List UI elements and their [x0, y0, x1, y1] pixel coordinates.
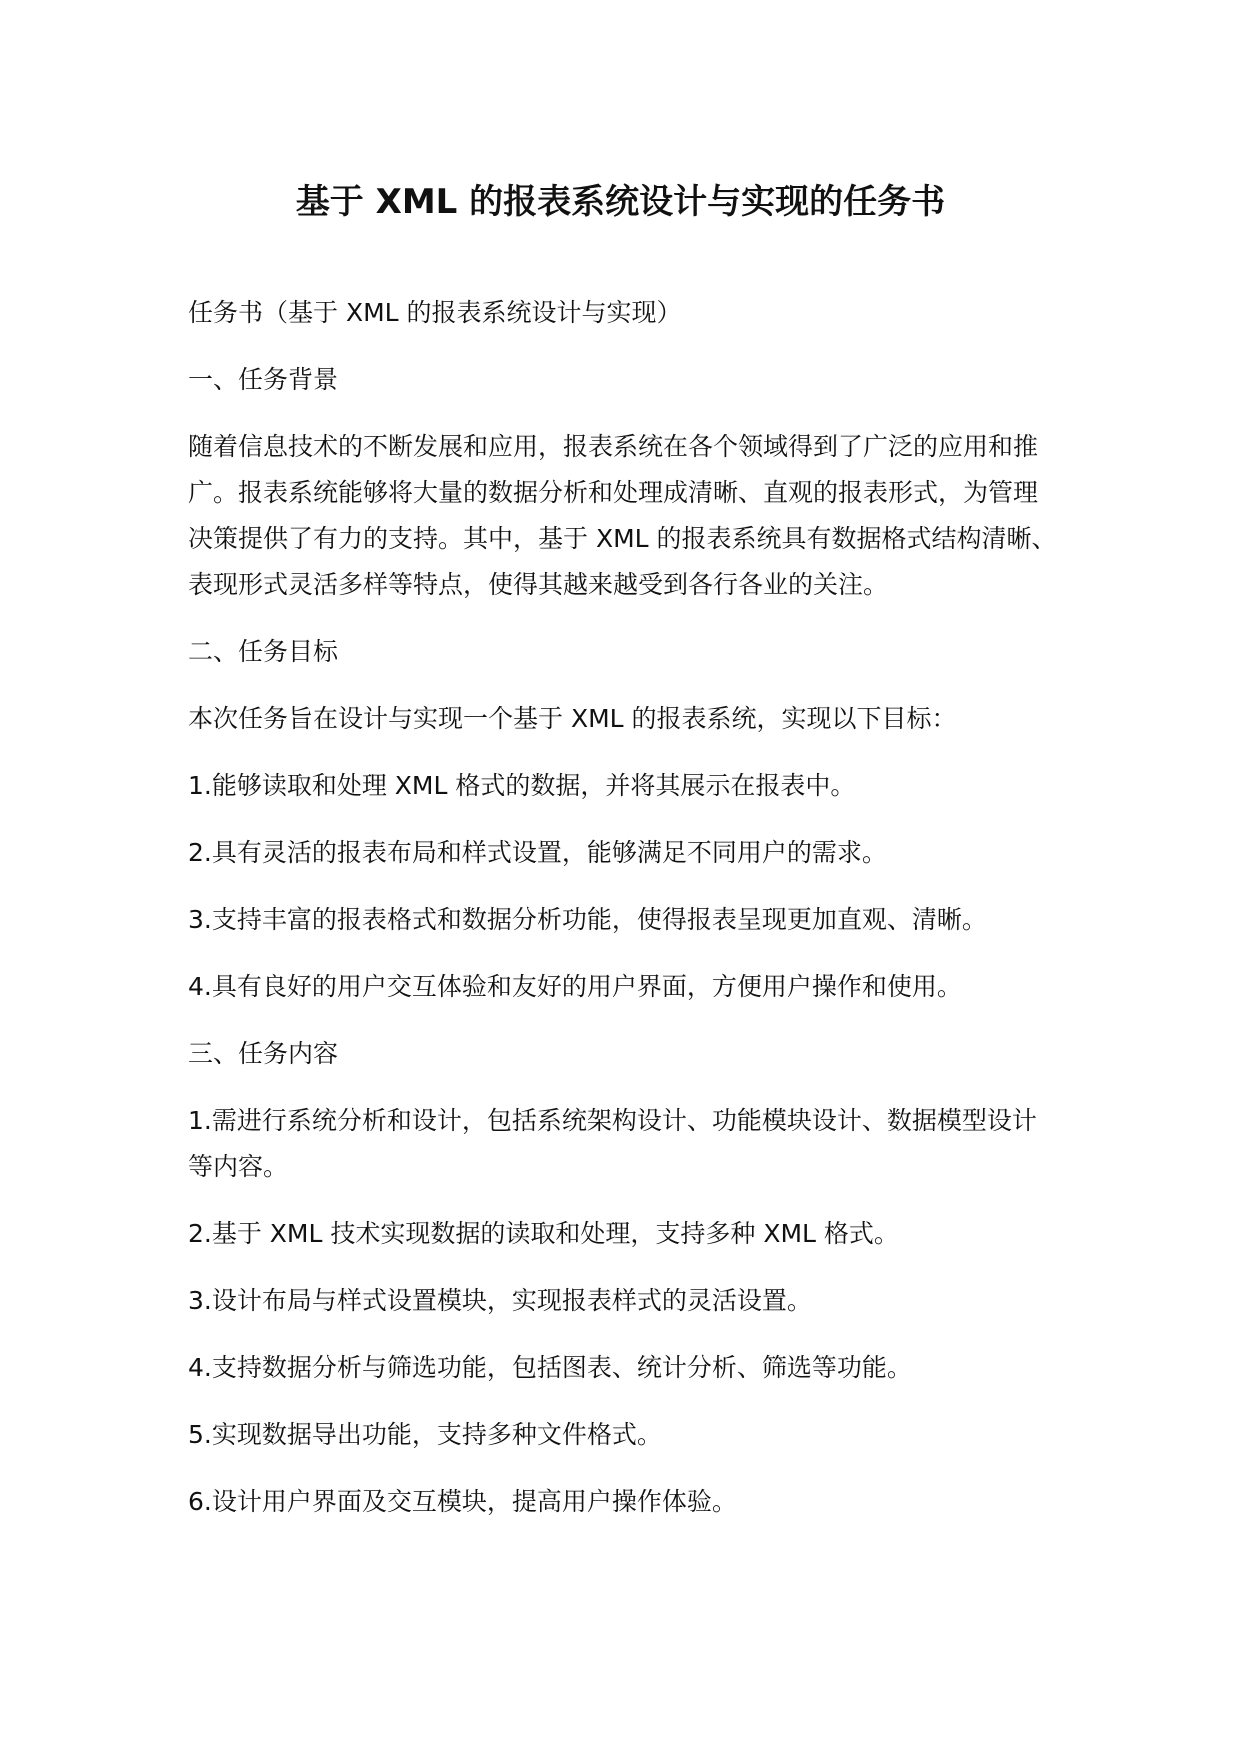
content-item-6: 6.设计用户界面及交互模块，提高用户操作体验。: [188, 1487, 737, 1516]
goal-item-4: 4.具有良好的用户交互体验和友好的用户界面，方便用户操作和使用。: [188, 972, 962, 1001]
goals-intro: 本次任务旨在设计与实现一个基于 XML 的报表系统，实现以下目标：: [188, 704, 957, 733]
section-heading-goals: 二、任务目标: [188, 637, 339, 666]
subtitle-line: 任务书（基于 XML 的报表系统设计与实现）: [188, 298, 682, 327]
content-item-2: 2.基于 XML 技术实现数据的读取和处理，支持多种 XML 格式。: [188, 1219, 899, 1248]
section-heading-content: 三、任务内容: [188, 1039, 339, 1068]
goal-item-1: 1.能够读取和处理 XML 格式的数据，并将其展示在报表中。: [188, 771, 856, 800]
document-title: 基于 XML 的报表系统设计与实现的任务书: [295, 182, 946, 222]
content-item-1: 1.需进行系统分析和设计，包括系统架构设计、功能模块设计、数据模型设计等内容。: [188, 1106, 1037, 1181]
goal-item-3: 3.支持丰富的报表格式和数据分析功能，使得报表呈现更加直观、清晰。: [188, 905, 987, 934]
content-item-4: 4.支持数据分析与筛选功能，包括图表、统计分析、筛选等功能。: [188, 1353, 912, 1382]
section-heading-background: 一、任务背景: [188, 365, 339, 394]
content-item-5: 5.实现数据导出功能，支持多种文件格式。: [188, 1420, 662, 1449]
content-item-3: 3.设计布局与样式设置模块，实现报表样式的灵活设置。: [188, 1286, 812, 1315]
background-paragraph: 随着信息技术的不断发展和应用，报表系统在各个领域得到了广泛的应用和推广。报表系统能够将大量的数据分析和处理成清晰、直观的报表形式，为管理决策提供了有力的支持。其中，基于 XML 的报表系统具有数据格式结构清晰、表现形式灵活多样等特点，使得其越来越受到各行各业的关注。: [188, 432, 1057, 599]
goal-item-2: 2.具有灵活的报表布局和样式设置，能够满足不同用户的需求。: [188, 838, 887, 867]
document-body: [188, 290, 1058, 1546]
